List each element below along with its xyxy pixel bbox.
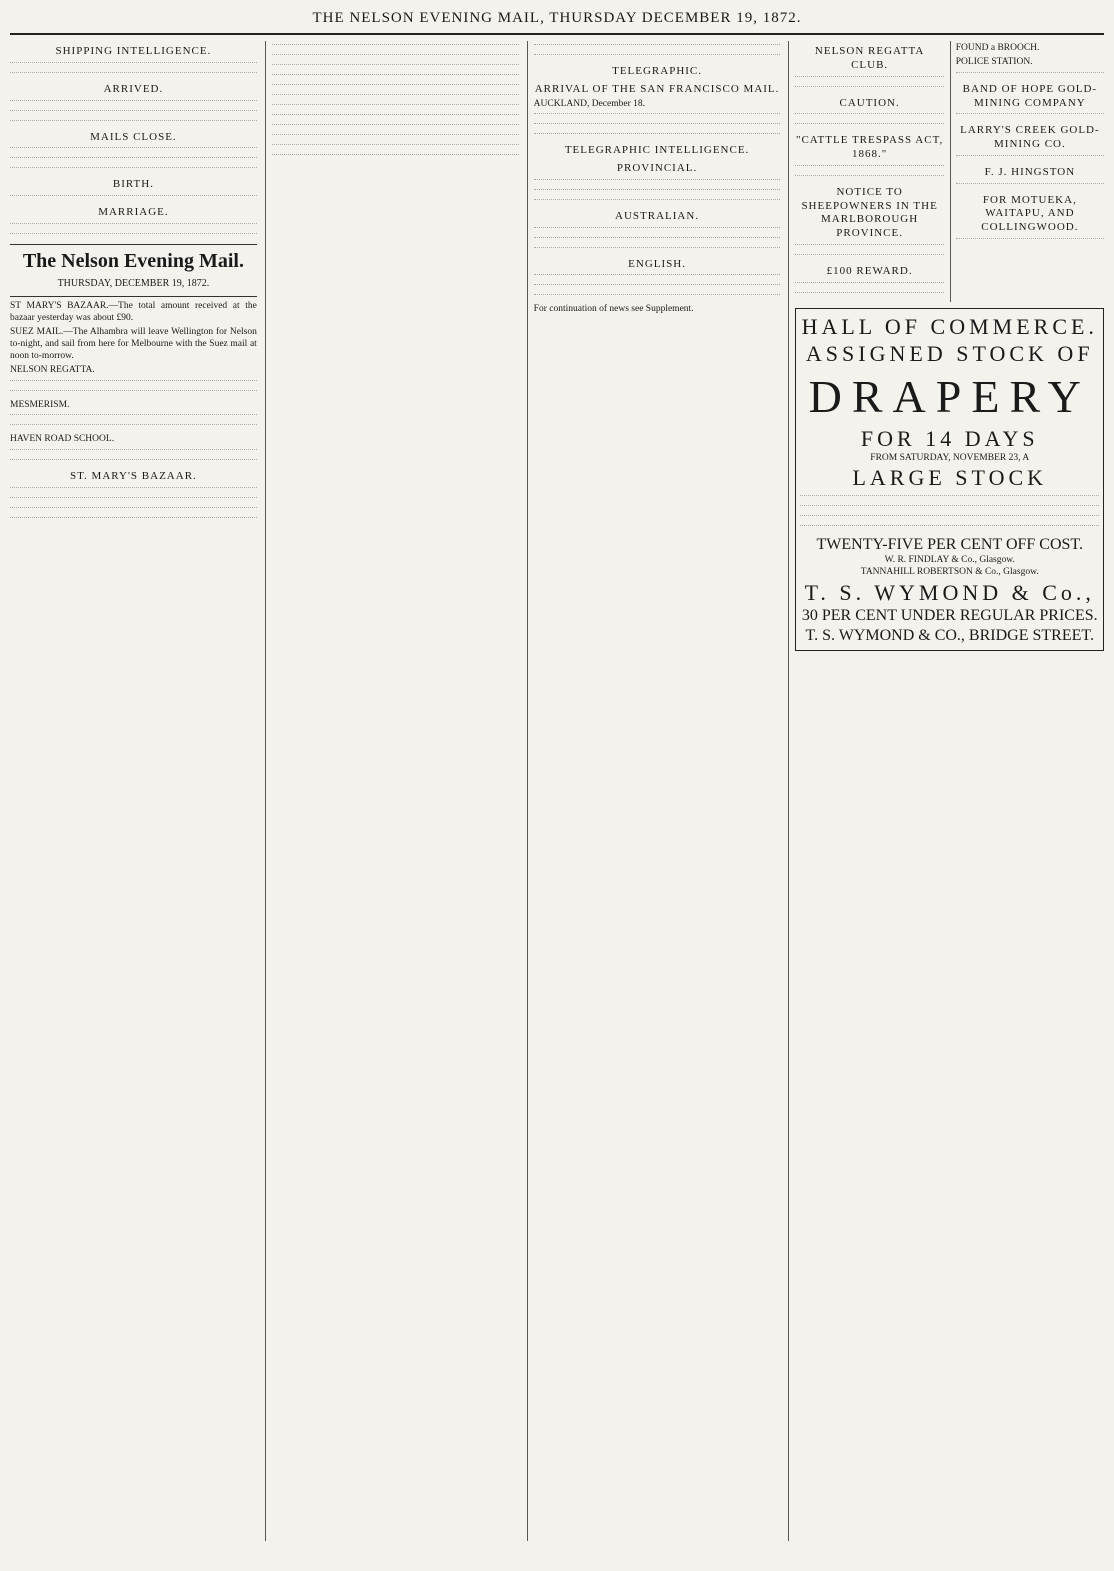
newspaper-page <box>10 10 1104 1551</box>
drapery-advertisement <box>795 308 1104 652</box>
hall-of-commerce: HALL OF COMMERCE. <box>801 313 1098 339</box>
kingston-heading: F. J. HINGSTON <box>984 165 1076 178</box>
bandofhope-heading: BAND OF HOPE GOLD-MINING COMPANY <box>962 82 1098 109</box>
article-lead-2: SUEZ MAIL.—The Alhambra will leave Wellington for Nelson to-night, and sail from here for Melbourne with the Suez mail at noon to-morrow. <box>10 327 257 361</box>
column-4-5 <box>788 41 1104 1541</box>
article-lead-3: NELSON REGATTA. <box>10 364 95 375</box>
motueka-heading: FOR MOTUEKA, WAITAPU, AND COLLINGWOOD. <box>981 193 1079 233</box>
tannahill-line: TANNAHILL ROBERTSON & Co., Glasgow. <box>860 566 1039 577</box>
telegraphic-heading: TELEGRAPHIC. <box>612 65 703 77</box>
masthead: THE NELSON EVENING MAIL, THURSDAY DECEMBER 19, 1872. <box>10 10 1104 35</box>
marriage-heading: MARRIAGE. <box>98 206 169 218</box>
column-2 <box>265 41 519 1541</box>
continuation-note: For continuation of news see Supplement. <box>533 304 694 315</box>
bazaar-heading: ST. MARY'S BAZAAR. <box>70 470 197 483</box>
from-date: FROM SATURDAY, NOVEMBER 23, A <box>870 452 1030 463</box>
dateline: THURSDAY, DECEMBER 19, 1872. <box>57 277 210 289</box>
reward-heading: £100 REWARD. <box>826 264 913 277</box>
auckland-dateline: AUCKLAND, December 18. <box>533 98 645 109</box>
regatta-club-heading: NELSON REGATTA CLUB. <box>814 45 925 71</box>
bridge-street: T. S. WYMOND & CO., BRIDGE STREET. <box>805 627 1094 645</box>
caution-heading: CAUTION. <box>839 96 900 109</box>
intel-heading: TELEGRAPHIC INTELLIGENCE. <box>564 144 750 157</box>
mails-heading: MAILS CLOSE. <box>90 130 177 143</box>
under-regular-prices: 30 PER CENT UNDER REGULAR PRICES. <box>801 607 1098 625</box>
column-1 <box>10 41 257 1541</box>
column-3 <box>527 41 781 1541</box>
article-lead-1: ST MARY'S BAZAAR.—The total amount received at the bazaar yesterday was about £90. <box>10 301 257 324</box>
police-station: POLICE STATION. <box>955 56 1033 67</box>
large-stock: LARGE STOCK <box>852 465 1048 491</box>
wymond-line: T. S. WYMOND & Co., <box>804 579 1095 605</box>
provincial-heading: PROVINCIAL. <box>616 162 698 175</box>
arrival-subheading: ARRIVAL OF THE SAN FRANCISCO MAIL. <box>534 82 780 95</box>
english-heading: ENGLISH. <box>628 257 686 270</box>
shipping-heading: SHIPPING INTELLIGENCE. <box>55 45 212 57</box>
findlay-line: W. R. FINDLAY & Co., Glasgow. <box>884 554 1015 565</box>
article-lead-5: HAVEN ROAD SCHOOL. <box>10 434 115 445</box>
trespass-heading: "CATTLE TRESPASS ACT, 1868." <box>795 134 944 160</box>
arrived-label: ARRIVED. <box>103 82 164 95</box>
birth-heading: BIRTH. <box>112 178 154 191</box>
nameplate: The Nelson Evening Mail. <box>22 249 244 272</box>
australian-heading: AUSTRALIAN. <box>615 209 700 222</box>
assigned-stock: ASSIGNED STOCK OF <box>805 341 1094 366</box>
sheepowners-heading: NOTICE TO SHEEPOWNERS IN THE MARLBOROUGH PROVINCE. <box>801 185 938 239</box>
brooch-notice: FOUND a BROOCH. <box>955 43 1040 53</box>
for-14-days: FOR 14 DAYS <box>860 426 1039 451</box>
discount-line: TWENTY-FIVE PER CENT OFF COST. <box>816 535 1084 553</box>
larrys-heading: LARRY'S CREEK GOLD-MINING CO. <box>960 124 1100 150</box>
drapery-title: DRAPERY <box>808 370 1091 422</box>
article-lead-4: MESMERISM. <box>10 399 70 410</box>
